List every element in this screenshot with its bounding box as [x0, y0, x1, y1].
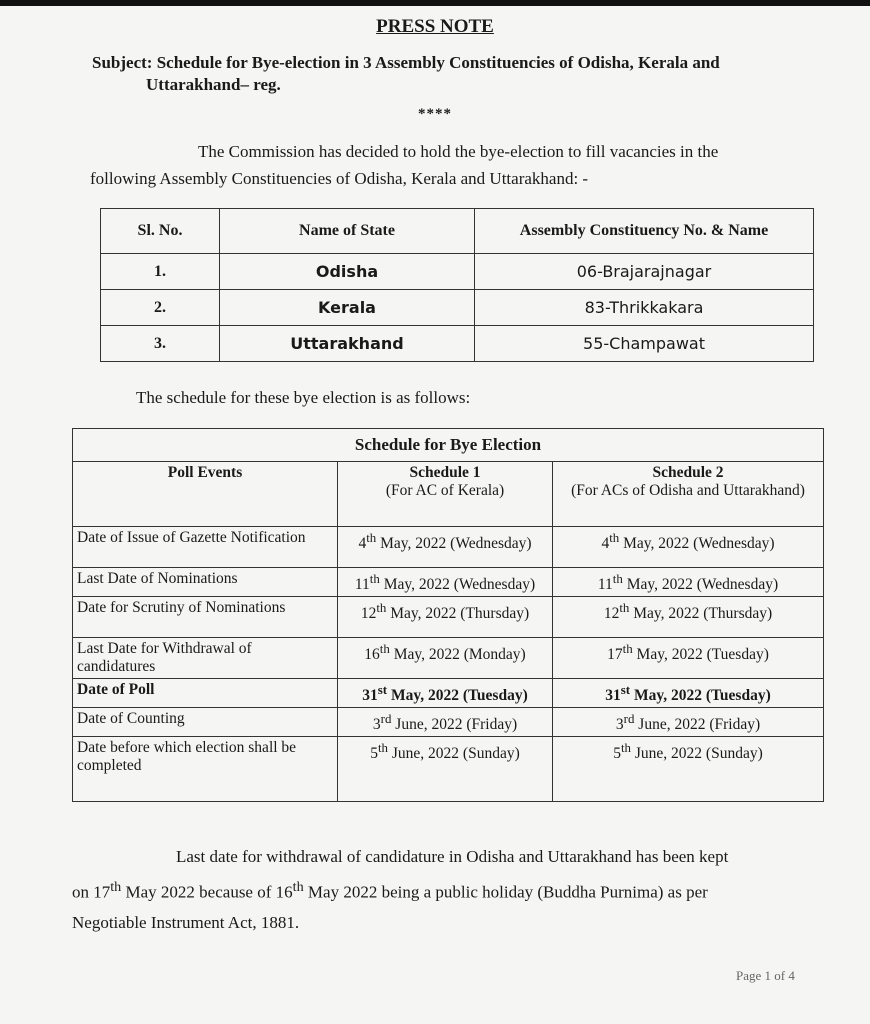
page-title: PRESS NOTE	[376, 16, 494, 37]
poll-event-cell: Date of Poll	[73, 679, 338, 708]
closing-paragraph	[72, 842, 812, 938]
table-row	[73, 597, 824, 638]
document-page	[0, 6, 870, 1024]
schedule-title: Schedule for Bye Election	[73, 429, 824, 462]
poll-event-cell: Date before which election shall be completed	[73, 737, 338, 802]
subject	[92, 52, 837, 96]
state-cell: Odisha	[220, 254, 475, 290]
table-row	[73, 638, 824, 679]
schedule-1-date-cell: 31st May, 2022 (Tuesday)	[338, 679, 553, 708]
schedule-2-label: Schedule 2	[652, 464, 724, 481]
schedule-intro: The schedule for these bye election is as follows:	[136, 388, 471, 407]
poll-event-cell: Date of Issue of Gazette Notification	[73, 527, 338, 568]
sl-no-cell: 1.	[101, 254, 220, 290]
table-row	[101, 254, 814, 290]
schedule-2-date-cell: 31st May, 2022 (Tuesday)	[553, 679, 824, 708]
table-row	[101, 290, 814, 326]
poll-event-cell: Last Date for Withdrawal of candidatures	[73, 638, 338, 679]
sl-no-cell: 3.	[101, 326, 220, 362]
state-cell: Kerala	[220, 290, 475, 326]
header-schedule-1	[338, 462, 553, 527]
header-schedule-2	[553, 462, 824, 527]
closing-line-1: Last date for withdrawal of candidature in Odisha and Uttarakhand has been kept	[176, 847, 729, 866]
schedule-1-sub: (For AC of Kerala)	[385, 482, 505, 499]
subject-line-2: Uttarakhand– reg.	[146, 75, 281, 94]
schedule-1-date-cell: 16th May, 2022 (Monday)	[338, 638, 553, 679]
schedule-title-row	[73, 429, 824, 462]
schedule-2-date-cell: 17th May, 2022 (Tuesday)	[553, 638, 824, 679]
schedule-rows	[73, 527, 824, 802]
schedule-1-date-cell: 4th May, 2022 (Wednesday)	[338, 527, 553, 568]
schedule-2-date-cell: 4th May, 2022 (Wednesday)	[553, 527, 824, 568]
page-number: Page 1 of 4	[736, 968, 795, 983]
constituency-table	[100, 208, 814, 362]
intro-line-2: following Assembly Constituencies of Odisha, Kerala and Uttarakhand: -	[90, 169, 589, 188]
table-row	[73, 527, 824, 568]
header-sl-no: Sl. No.	[101, 209, 220, 254]
closing-line-2: on 17th May 2022 because of 16th May 2022 being a public holiday (Buddha Purnima) as per	[72, 879, 708, 902]
poll-event-cell: Last Date of Nominations	[73, 568, 338, 597]
header-state: Name of State	[220, 209, 475, 254]
schedule-2-date-cell: 5th June, 2022 (Sunday)	[553, 737, 824, 802]
schedule-1-date-cell: 12th May, 2022 (Thursday)	[338, 597, 553, 638]
poll-event-cell: Date for Scrutiny of Nominations	[73, 597, 338, 638]
intro-paragraph	[90, 138, 805, 192]
table-header-row	[101, 209, 814, 254]
table-row	[73, 737, 824, 802]
schedule-2-date-cell: 12th May, 2022 (Thursday)	[553, 597, 824, 638]
schedule-table	[72, 428, 824, 802]
state-cell: Uttarakhand	[220, 326, 475, 362]
schedule-1-date-cell: 5th June, 2022 (Sunday)	[338, 737, 553, 802]
subject-line-1: Subject: Schedule for Bye-election in 3 Assembly Constituencies of Odisha, Kerala and	[92, 53, 720, 72]
table-row	[101, 326, 814, 362]
poll-event-cell: Date of Counting	[73, 708, 338, 737]
schedule-2-date-cell: 3rd June, 2022 (Friday)	[553, 708, 824, 737]
separator-stars: ****	[418, 106, 452, 122]
header-poll-events: Poll Events	[73, 462, 338, 527]
sl-no-cell: 2.	[101, 290, 220, 326]
table-row	[73, 679, 824, 708]
table-row	[73, 568, 824, 597]
table-row	[73, 708, 824, 737]
schedule-1-date-cell: 3rd June, 2022 (Friday)	[338, 708, 553, 737]
constituency-cell: 55-Champawat	[475, 326, 814, 362]
closing-line-3: Negotiable Instrument Act, 1881.	[72, 912, 300, 932]
schedule-1-date-cell: 11th May, 2022 (Wednesday)	[338, 568, 553, 597]
schedule-header-row	[73, 462, 824, 527]
header-constituency: Assembly Constituency No. & Name	[475, 209, 814, 254]
constituency-cell: 06-Brajarajnagar	[475, 254, 814, 290]
intro-line-1: The Commission has decided to hold the bye-election to fill vacancies in the	[198, 142, 719, 161]
constituency-cell: 83-Thrikkakara	[475, 290, 814, 326]
schedule-2-date-cell: 11th May, 2022 (Wednesday)	[553, 568, 824, 597]
schedule-2-sub: (For ACs of Odisha and Uttarakhand)	[571, 482, 805, 499]
schedule-1-label: Schedule 1	[409, 464, 481, 481]
